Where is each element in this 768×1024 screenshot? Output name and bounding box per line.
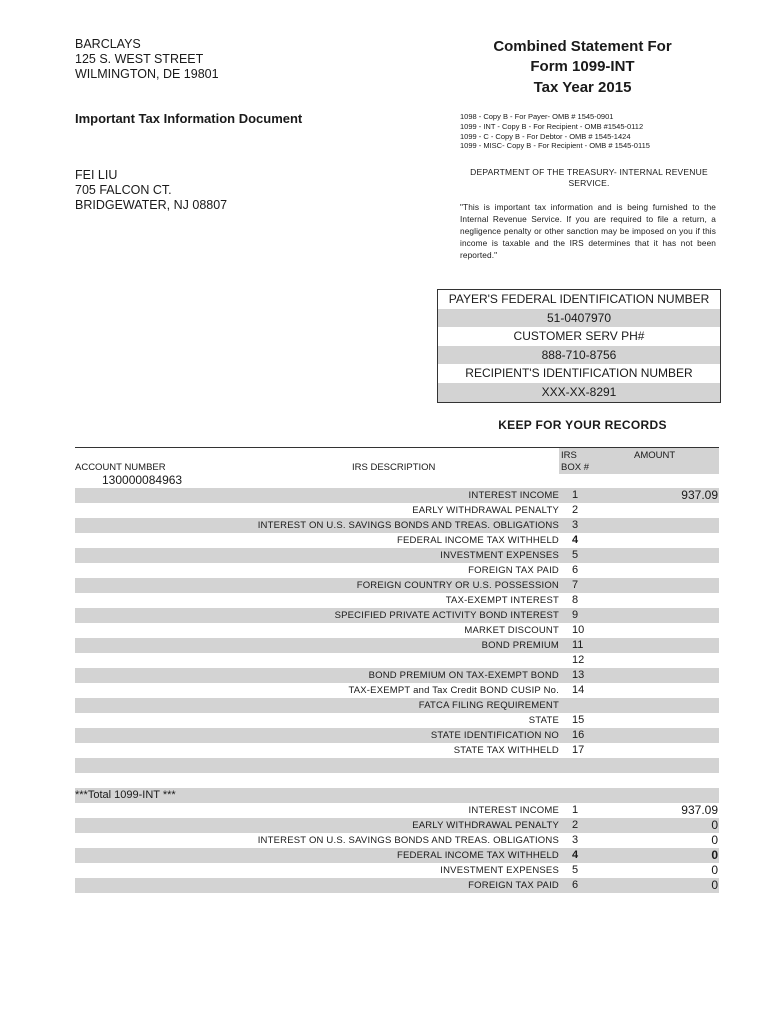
payer-city: WILMINGTON, DE 19801	[75, 67, 219, 81]
recipient-street: 705 FALCON CT.	[75, 183, 172, 197]
table-row	[75, 803, 719, 818]
row-description: INVESTMENT EXPENSES	[440, 550, 559, 561]
table-row	[75, 818, 719, 833]
row-box-number: 14	[572, 684, 585, 696]
identification-box	[437, 289, 721, 403]
table-row	[75, 578, 719, 593]
table-row	[75, 698, 719, 713]
payer-id-label: PAYER'S FEDERAL IDENTIFICATION NUMBER	[448, 292, 710, 306]
row-description: FEDERAL INCOME TAX WITHHELD	[397, 850, 559, 861]
row-box-number: 6	[572, 879, 579, 891]
header-irs-description: IRS DESCRIPTION	[352, 462, 436, 473]
row-description: INTEREST ON U.S. SAVINGS BONDS AND TREAS. OBLIGATIONS	[257, 835, 559, 846]
row-description: INVESTMENT EXPENSES	[440, 865, 559, 876]
row-box-number: 15	[572, 714, 585, 726]
row-description: BOND PREMIUM ON TAX-EXEMPT BOND	[368, 670, 559, 681]
row-box-number: 5	[572, 549, 579, 561]
row-box-number: 16	[572, 729, 585, 741]
header-irs: IRS	[561, 450, 577, 461]
table-row	[75, 503, 719, 518]
row-description: TAX-EXEMPT INTEREST	[445, 595, 559, 606]
form-header	[450, 37, 715, 100]
form-header-line1: Combined Statement For	[493, 38, 672, 55]
row-description: BOND PREMIUM	[481, 640, 559, 651]
statement-table	[75, 473, 719, 893]
keep-records-label: KEEP FOR YOUR RECORDS	[498, 418, 667, 432]
table-row	[75, 863, 719, 878]
row-box-number: 11	[572, 639, 584, 651]
omb-line: 1098 - Copy B - For Payer- OMB # 1545-0901	[460, 112, 614, 121]
row-amount: 937.09	[681, 803, 718, 817]
table-row	[75, 608, 719, 623]
omb-lines	[460, 112, 720, 151]
row-box-number: 2	[572, 819, 579, 831]
detail-rows	[75, 488, 719, 773]
row-description: STATE TAX WITHHELD	[453, 745, 559, 756]
header-box: BOX #	[561, 462, 589, 473]
table-row	[75, 848, 719, 863]
row-box-number: 4	[572, 849, 579, 861]
payer-address	[75, 37, 219, 82]
row-description: EARLY WITHDRAWAL PENALTY	[412, 820, 559, 831]
document-title: Important Tax Information Document	[75, 111, 303, 126]
row-description: STATE	[528, 715, 559, 726]
form-header-tax-year: Tax Year 2015	[533, 79, 632, 96]
row-box-number: 12	[572, 654, 585, 666]
table-row	[75, 563, 719, 578]
recipient-address	[75, 168, 227, 213]
row-box-number: 10	[572, 624, 585, 636]
row-box-number: 13	[572, 669, 585, 681]
header-amount: AMOUNT	[634, 450, 676, 461]
row-box-number: 3	[572, 834, 579, 846]
table-row	[75, 533, 719, 548]
department-label: DEPARTMENT OF THE TREASURY- INTERNAL REVENUE SERVICE.	[470, 167, 708, 188]
recipient-city: BRIDGEWATER, NJ 08807	[75, 198, 228, 212]
table-row	[75, 683, 719, 698]
payer-name: BARCLAYS	[75, 37, 141, 51]
tax-notice: "This is important tax information and is being furnished to the Internal Revenue Service. If you are required to file a return, a negligence penalty or other sanction may be imposed on you if this income is taxable and the IRS determines that it has not been reported."	[460, 202, 716, 260]
row-box-number: 1	[572, 804, 579, 816]
table-row	[75, 548, 719, 563]
row-box-number: 17	[572, 744, 585, 756]
table-row	[75, 668, 719, 683]
table-row	[75, 593, 719, 608]
customer-service-label: CUSTOMER SERV PH#	[513, 329, 645, 344]
total-rows	[75, 803, 719, 893]
table-row	[75, 623, 719, 638]
payer-street: 125 S. WEST STREET	[75, 52, 204, 66]
table-row	[75, 878, 719, 893]
row-description: INTEREST INCOME	[468, 805, 559, 816]
omb-line: 1099 - INT - Copy B - For Recipient - OMB #1545-0112	[460, 121, 644, 131]
recipient-id-label: RECIPIENT'S IDENTIFICATION NUMBER	[465, 366, 693, 381]
row-amount: 0	[711, 833, 718, 847]
table-row	[75, 758, 719, 773]
row-description: MARKET DISCOUNT	[464, 625, 559, 636]
row-description: FEDERAL INCOME TAX WITHHELD	[397, 535, 559, 546]
spacer-row	[75, 773, 719, 788]
recipient-id-value: XXX-XX-8291	[438, 383, 720, 402]
row-box-number: 7	[572, 579, 579, 591]
row-description: SPECIFIED PRIVATE ACTIVITY BOND INTEREST	[334, 610, 559, 621]
account-number: 130000084963	[102, 473, 183, 487]
row-box-number: 1	[572, 489, 579, 501]
table-row	[75, 518, 719, 533]
table-row	[75, 728, 719, 743]
total-label: ***Total 1099-INT ***	[75, 789, 176, 801]
row-description: FOREIGN COUNTRY OR U.S. POSSESSION	[356, 580, 559, 591]
row-description: INTEREST INCOME	[468, 490, 559, 501]
row-amount: 937.09	[681, 488, 718, 502]
payer-id-value: 51-0407970	[438, 309, 720, 328]
row-description: EARLY WITHDRAWAL PENALTY	[412, 505, 559, 516]
row-amount: 0	[711, 863, 718, 877]
table-row	[75, 488, 719, 503]
table-row	[75, 653, 719, 668]
table-row	[75, 743, 719, 758]
row-description: INTEREST ON U.S. SAVINGS BONDS AND TREAS. OBLIGATIONS	[257, 520, 559, 531]
row-description: FATCA FILING REQUIREMENT	[418, 700, 559, 711]
row-description: FOREIGN TAX PAID	[468, 565, 559, 576]
table-header	[75, 447, 719, 474]
omb-line: 1099 - C - Copy B - For Debtor - OMB # 1545-1424	[460, 131, 631, 141]
form-header-line2: Form 1099-INT	[530, 58, 635, 75]
row-box-number: 2	[572, 504, 579, 516]
row-description: STATE IDENTIFICATION NO	[430, 730, 559, 741]
customer-service-phone: 888-710-8756	[438, 346, 720, 365]
row-box-number: 4	[572, 534, 579, 546]
row-box-number: 9	[572, 609, 579, 621]
row-description: TAX-EXEMPT and Tax Credit BOND CUSIP No.	[348, 685, 559, 696]
table-row	[75, 713, 719, 728]
omb-line: 1099 - MISC- Copy B - For Recipient - OMB # 1545-0115	[460, 141, 650, 151]
table-row	[75, 638, 719, 653]
row-description: FOREIGN TAX PAID	[468, 880, 559, 891]
header-account-number: ACCOUNT NUMBER	[75, 462, 166, 473]
total-label-row	[75, 788, 719, 803]
row-box-number: 3	[572, 519, 579, 531]
row-amount: 0	[711, 878, 718, 892]
row-box-number: 8	[572, 594, 579, 606]
row-amount: 0	[711, 818, 718, 832]
row-amount: 0	[711, 848, 718, 862]
table-row	[75, 833, 719, 848]
row-box-number: 5	[572, 864, 579, 876]
account-row	[75, 473, 719, 488]
recipient-name: FEI LIU	[75, 168, 118, 182]
row-box-number: 6	[572, 564, 579, 576]
